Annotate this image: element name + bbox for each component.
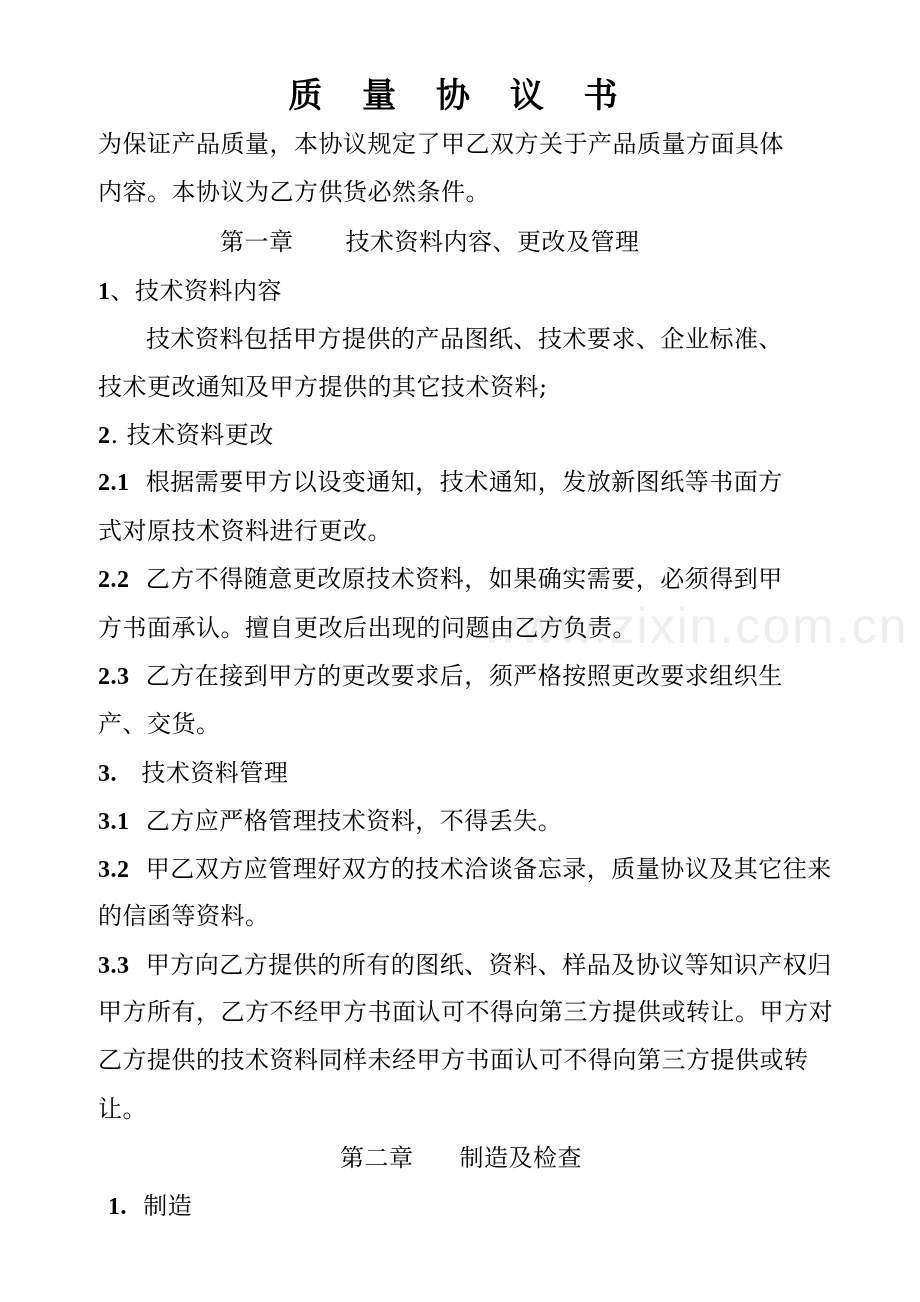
section-1-title: 、技术资料内容 [110, 277, 282, 305]
chapter-2-heading [340, 1143, 582, 1173]
clause-3-1-number: 3.1 [98, 809, 130, 835]
clause-3-3-line-2: 甲方所有，乙方不经甲方书面认可不得向第三方提供或转让。甲方对 [98, 998, 833, 1026]
section-1-number: 1 [98, 279, 111, 305]
section-3-title: 技术资料管理 [141, 759, 289, 787]
clause-2-1-text-1: 根据需要甲方以设变通知，技术通知，发放新图纸等书面方 [145, 468, 783, 496]
section-4-title: 制造 [143, 1192, 193, 1220]
clause-2-3-text-1: 乙方在接到甲方的更改要求后，须严格按照更改要求组织生 [145, 662, 783, 690]
clause-3-3-text-1: 甲方向乙方提供的所有的图纸、资料、样品及协议等知识产权归 [145, 951, 832, 979]
intro-line-2: 内容。本协议为乙方供货必然条件。 [98, 178, 490, 206]
chapter-2-label: 第二章 [340, 1144, 414, 1172]
clause-2-3-number: 2.3 [98, 664, 130, 690]
clause-3-3-number: 3.3 [98, 953, 130, 979]
chapter-2-title: 制造及检查 [459, 1144, 582, 1172]
clause-3-2-text-1: 甲乙双方应管理好双方的技术洽谈备忘录，质量协议及其它往来 [145, 855, 832, 883]
clause-2-2-number: 2.2 [98, 567, 130, 593]
clause-2-3-line-1 [98, 661, 783, 692]
section-1-heading [98, 276, 282, 307]
watermark: www.zixin.com.cn [482, 598, 909, 654]
clause-2-2-line-1 [98, 564, 783, 595]
chapter-1-label: 第一章 [220, 228, 294, 256]
clause-3-2-line-2: 的信函等资料。 [98, 902, 270, 930]
clause-3-3-line-4: 让。 [98, 1095, 147, 1123]
clause-2-3-line-2: 产、交货。 [98, 710, 221, 738]
clause-3-3-line-3: 乙方提供的技术资料同样未经甲方书面认可不得向第三方提供或转 [98, 1046, 809, 1074]
clause-3-2-number: 3.2 [98, 857, 130, 883]
chapter-1-heading [220, 227, 640, 257]
section-4-number: 1. [108, 1194, 127, 1220]
section-3-heading [98, 758, 288, 789]
chapter-1-title: 技术资料内容、更改及管理 [345, 228, 640, 256]
clause-3-2-line-1 [98, 854, 832, 885]
clause-3-3-line-1 [98, 950, 832, 981]
intro-line-1: 为保证产品质量，本协议规定了甲乙双方关于产品质量方面具体 [98, 130, 784, 158]
section-2-heading [98, 420, 274, 451]
clause-2-1-number: 2.1 [98, 470, 130, 496]
section-2-number: 2 [98, 423, 111, 449]
clause-2-2-line-2: 方书面承认。擅自更改后出现的问题由乙方负责。 [98, 614, 637, 642]
clause-3-1-text-1: 乙方应严格管理技术资料，不得丢失。 [145, 807, 563, 835]
clause-2-2-text-1: 乙方不得随意更改原技术资料，如果确实需要，必须得到甲 [145, 565, 783, 593]
section-1-line-2: 技术更改通知及甲方提供的其它技术资料; [98, 373, 548, 401]
clause-2-1-line-1 [98, 467, 783, 498]
section-2-title: . 技术资料更改 [110, 421, 274, 449]
section-4-heading [108, 1191, 192, 1222]
document-title: 质 量 协 议 书 [288, 76, 632, 116]
clause-2-1-line-2: 式对原技术资料进行更改。 [98, 517, 392, 545]
clause-3-1-line-1 [98, 806, 562, 837]
section-1-line-1: 技术资料包括甲方提供的产品图纸、技术要求、企业标准、 [146, 325, 783, 353]
section-3-number: 3. [98, 761, 117, 787]
